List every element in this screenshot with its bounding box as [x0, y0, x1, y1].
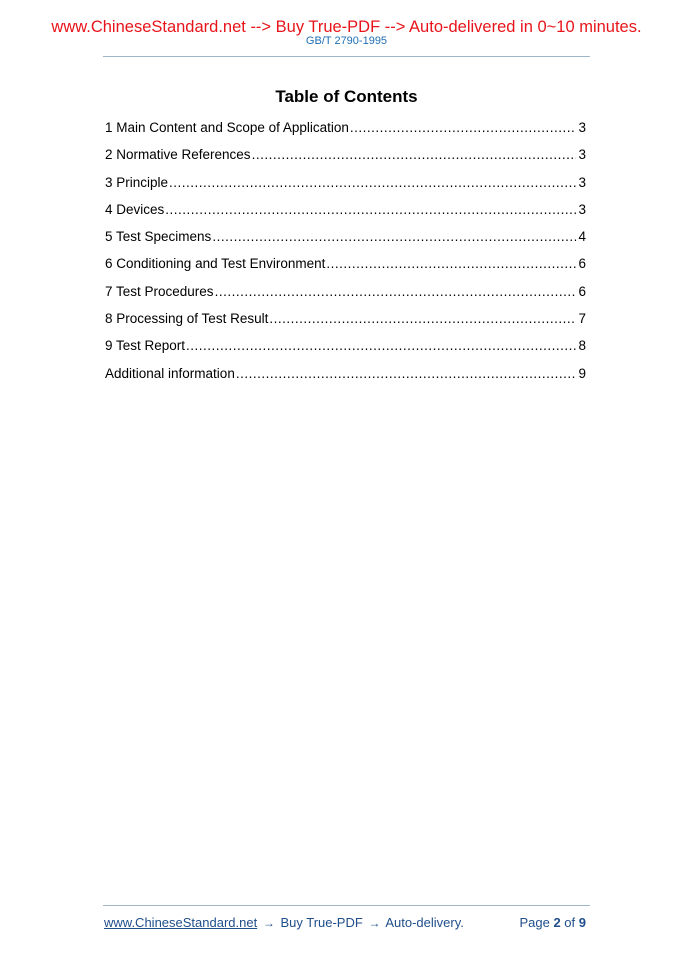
page-word: Page [519, 915, 550, 930]
toc-leader-dots [325, 256, 576, 271]
toc-entry[interactable] [105, 202, 586, 229]
toc-leader-dots [235, 366, 577, 381]
toc-entry[interactable] [105, 256, 586, 283]
header-divider [103, 56, 590, 57]
toc-leader-dots [168, 175, 576, 190]
footer-site-link[interactable]: www.ChineseStandard.net [104, 915, 258, 930]
toc-leader-dots [349, 120, 577, 135]
toc-entry-page: 8 [578, 338, 586, 354]
toc-entry-page: 4 [578, 229, 586, 245]
toc-leader-dots [164, 202, 576, 217]
toc-entry-label: 9 Test Report [105, 338, 186, 354]
toc-entry[interactable] [105, 175, 586, 202]
toc-entry-page: 3 [578, 147, 586, 163]
toc-leader-dots [185, 338, 576, 353]
page-indicator [519, 915, 586, 930]
toc-entry[interactable] [105, 229, 586, 256]
toc-title: Table of Contents [275, 87, 418, 106]
footer-promo [104, 915, 464, 930]
toc-list [105, 120, 586, 393]
toc-entry-label: 2 Normative References [105, 147, 251, 163]
toc-entry-label: 7 Test Procedures [105, 283, 214, 299]
page-footer [104, 915, 586, 930]
toc-leader-dots [211, 229, 576, 244]
toc-entry-page: 3 [578, 201, 586, 217]
toc-entry-page: 9 [578, 365, 586, 381]
toc-entry-label: 8 Processing of Test Result [105, 311, 269, 327]
toc-entry-label: Additional information [105, 365, 235, 381]
toc-entry[interactable] [105, 338, 586, 365]
toc-entry-label: 4 Devices [105, 201, 165, 217]
top-banner: www.ChineseStandard.net --> Buy True-PDF --> Auto-delivered in 0~10 minutes. [51, 18, 642, 36]
toc-entry[interactable] [105, 147, 586, 174]
toc-entry-label: 3 Principle [105, 174, 169, 190]
toc-leader-dots [214, 284, 577, 299]
footer-divider [103, 905, 590, 906]
toc-entry-label: 6 Conditioning and Test Environment [105, 256, 326, 272]
toc-entry-page: 7 [578, 311, 586, 327]
footer-buy-text: Buy True-PDF [280, 915, 363, 930]
toc-entry-page: 3 [578, 120, 586, 135]
toc-entry-label: 1 Main Content and Scope of Application [105, 120, 349, 135]
toc-entry-label: 5 Test Specimens [105, 229, 212, 245]
toc-leader-dots [251, 147, 577, 162]
document-code: GB/T 2790-1995 [305, 35, 388, 47]
toc-leader-dots [268, 311, 576, 326]
page-of-word: of [564, 915, 576, 930]
toc-entry[interactable] [105, 120, 586, 147]
toc-entry[interactable] [105, 284, 586, 311]
arrow-right-icon: → [368, 916, 381, 930]
toc-entry-page: 6 [578, 283, 586, 299]
arrow-right-icon: → [262, 916, 275, 930]
footer-delivery-text: Auto-delivery. [385, 915, 464, 930]
toc-entry[interactable] [105, 311, 586, 338]
toc-entry-page: 3 [578, 174, 586, 190]
toc-entry-page: 6 [578, 256, 586, 272]
current-page-number: 2 [553, 915, 561, 930]
total-page-number: 9 [578, 915, 586, 930]
toc-entry[interactable] [105, 366, 586, 393]
